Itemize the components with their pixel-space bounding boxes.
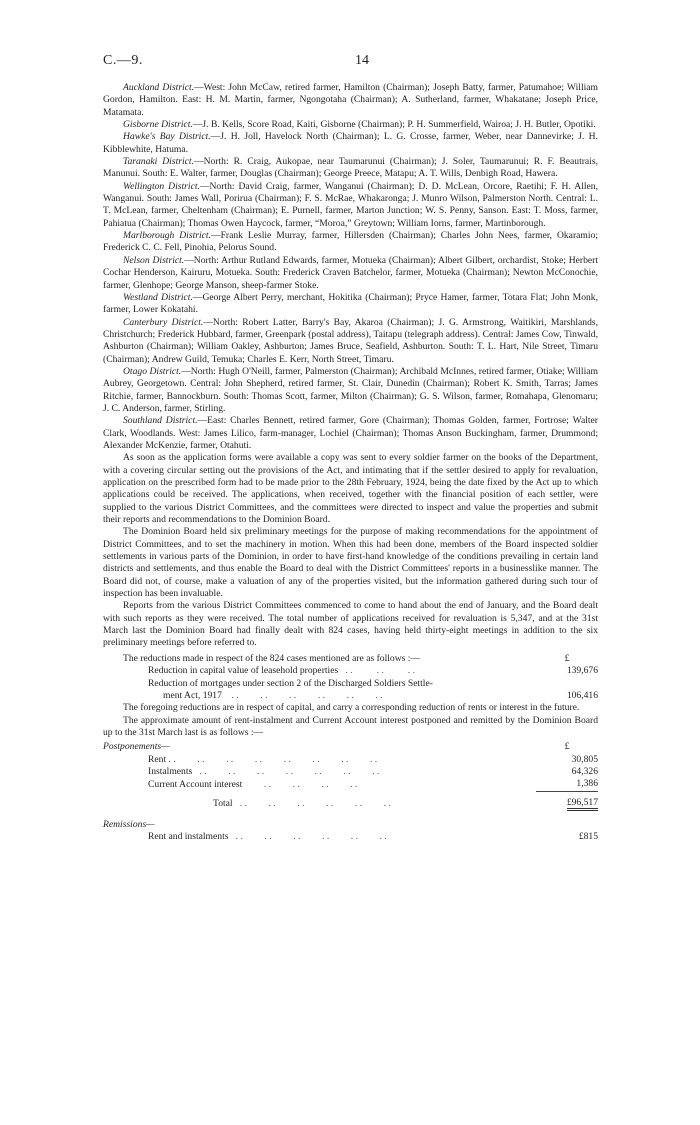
- leader-dots: . . . . . . . . . . . .: [221, 689, 383, 701]
- total-row: [103, 791, 598, 811]
- district-name: Marlborough District.: [123, 230, 211, 242]
- district-paragraph-westland: [103, 292, 598, 317]
- currency-symbol: £: [564, 741, 570, 753]
- district-paragraph-auckland: [103, 82, 598, 119]
- leader-dots: . . . . . .: [338, 665, 415, 677]
- district-name: Westland District.: [123, 291, 193, 303]
- document-body: [103, 82, 598, 843]
- leader-dots: . . . . . . . . . . . .: [232, 798, 391, 810]
- paragraph-foregoing-reductions: The foregoing reductions are in respect of capital, and carry a corresponding reduction of rents or interest in the future.: [123, 702, 580, 714]
- reduction-label: ment Act, 1917: [163, 689, 222, 701]
- district-members: —North: Robert Latter, Barry's Bay, Akaroa (Chairman); J. G. Armstrong, Waitikiri, Marshlands, Christchurch; Frederick Hubbard, farmer, Greenpark (postal address), Taitapu (telegraph address). Central: James Cow, Tinwald, Ashburton (Chairman); William Oakley, Ashburton; James Bruce, Seafield, Ashburton. South: T. L. Hart, Nile Street, Timaru (Chairman); Andrew Guild, Temuka; Charles E. Kerr, North Street, Timaru.: [103, 316, 598, 365]
- page-number: 14: [355, 53, 369, 68]
- remission-value: £815: [578, 830, 598, 842]
- district-name: Wellington District.: [123, 180, 200, 192]
- leader-dots: . . . . . . . . . . . . . .: [192, 765, 380, 777]
- district-members: —North: Hugh O'Neill, farmer, Palmerston (Chairman); Archibald McInnes, retired farmer, Otiake; William Aubrey, Georgetown. Central: John Shepherd, retired farmer, St. Clair, Dunedin (Chairman); Robert K. Smith, Tarras; James Ritchie, farmer, Bannockburn. South: Thomas Scott, farmer, Milton (Chairman); G. S. Wilson, farmer, Romahapa, Glenomaru; J. C. Anderson, farmer, Stirling.: [103, 365, 598, 414]
- district-name: Hawke's Bay District.: [123, 131, 211, 143]
- paragraph-application-forms: As soon as the application forms were available a copy was sent to every soldier farmer on the books of the Department, with a covering circular setting out the provisions of the Act, and intimating that if the settler desired to apply for revaluation, application on the prescribed form had to be made prior to the 28th February, 1924, being the date fixed by the Act up to which applications could be received. The applications, when received, together with the financial position of each settler, were supplied to the various District Committees, and the committees were directed to inspect and value the properties and submit their reports and recommendations to the Dominion Board.: [103, 452, 598, 526]
- paragraph-preliminary-meetings: The Dominion Board held six preliminary meetings for the purpose of making recommendations for the appointment of District Committees, and to set the machinery in motion. When this had been done, members of the Board inspected soldier settlements in various parts of the Dominion, in order to have first-hand knowledge of the conditions prevailing in certain land districts and settlements, and thus enable the Board to deal with the District Committees' reports in a businesslike manner. The Board did not, of course, make a valuation of any of the properties visited, but the information gathered during such tour of inspection has been invaluable.: [103, 526, 598, 600]
- page-header: [103, 53, 598, 73]
- table-row: [103, 665, 598, 677]
- district-paragraph-taranaki: [103, 156, 598, 181]
- district-name: Otago District.: [123, 365, 182, 377]
- district-paragraph-nelson: [103, 255, 598, 292]
- district-name: Auckland District.: [123, 82, 195, 93]
- district-members: —East: Charles Bennett, retired farmer, Gore (Chairman); Thomas Golden, farmer, Fortrose; Walter Clark, Woodlands. West: James Lilico, farm-manager, Lochiel (Chairman); Thomas Anson Buckingham, farmer, Drummond; Alexander McKenzie, farmer, Otahuti.: [103, 415, 598, 451]
- paragraph-postponed-remitted: The approximate amount of rent-instalment and Current Account interest postponed and remitted by the Dominion Board up to the 31st March last is as follows :—: [103, 714, 598, 738]
- postponements-heading: Postponements—: [103, 741, 170, 753]
- leader-dots: . . . . . . . .: [242, 778, 358, 790]
- district-paragraph-marlborough: [103, 230, 598, 255]
- district-members: —North: R. Craig, Aukopae, near Taumarunui (Chairman); J. Soler, Taumarunui; R. F. Beautrais, Manunui. South: E. Walter, farmer, Douglas (Chairman); George Preece, Matapu; A. T. Wills, Denbigh Road, Hawera.: [103, 156, 598, 180]
- leader-dots: . . . . . . . . . . . . . .: [175, 753, 378, 765]
- district-paragraph-wellington: [103, 181, 598, 230]
- reductions-table: [103, 653, 598, 702]
- postponements-table: [103, 741, 598, 843]
- reductions-intro: The reductions made in respect of the 824 cases mentioned are as follows :—: [123, 652, 421, 664]
- currency-symbol: £: [564, 652, 570, 664]
- district-paragraph-southland: [103, 415, 598, 452]
- district-name: Gisborne District.: [123, 119, 193, 131]
- district-paragraph-hawkes-bay: [103, 131, 598, 156]
- postponement-value: 64,326: [571, 765, 598, 777]
- district-name: Canterbury District.: [123, 316, 204, 328]
- remission-label: Rent and instalments: [148, 830, 229, 842]
- district-members: —Frank Leslie Murray, farmer, Hillersden (Chairman); Charles John Nees, farmer, Okaramio; Frederick C. C. Fell, Pinohia, Pelorus Sound.: [103, 230, 598, 254]
- postponement-value: 30,805: [571, 753, 598, 765]
- district-members: —North: David Craig, farmer, Wanganui (Chairman); D. D. McLean, Orcore, Raetihi; F. H. Allen, Wanganui. South: James Wall, Porirua (Chairman); F. S. McRae, Whakaronga; J. Munro Wilson, Palmerston North. Central: L. T. McLean, farmer, Cheltenham (Chairman); E. Purnell, farmer, Marton Junction; W. S. Penny, Sanson. East: T. Moss, farmer, Pahiatua (Chairman); Thomas Owen Haycock, farmer, “Moroa,” Greytown; William Iorns, farmer, Martinborough.: [103, 180, 598, 229]
- table-row: [103, 678, 598, 690]
- paragraph-committee-reports: Reports from the various District Committees commenced to come to hand about the end of January, and the Board dealt with such reports as they were received. The total number of applications received for revaluation is 5,347, and at the 31st March last the Dominion Board had finally dealt with 824 cases, having held thirty-eight meetings in addition to the six preliminary meetings before referred to.: [103, 600, 598, 649]
- reduction-value: 139,676: [566, 665, 598, 677]
- table-row: [103, 766, 598, 778]
- postponement-label: Instalments: [148, 765, 193, 777]
- leader-dots: . . . . . . . . . . . .: [228, 830, 387, 842]
- postponement-label: Current Account interest: [148, 778, 243, 790]
- total-value: £96,517: [567, 797, 598, 811]
- district-members: —North: Arthur Rutland Edwards, farmer, Motueka (Chairman); Albert Gilbert, orchardist, Stoke; Herbert Cochar Henderson, Kairuru, Motueka. South: Frederick Craven Batchelor, farmer, Motueka (Chairman); Newton McConochie, farmer, Glenhope; George Manson, sheep-farmer Stoke.: [103, 254, 598, 291]
- table-row: [103, 831, 598, 843]
- table-row: [103, 690, 598, 702]
- district-name: Taranaki District.: [123, 156, 194, 168]
- reduction-label: Reduction in capital value of leasehold properties: [148, 665, 339, 677]
- district-paragraph-canterbury: [103, 317, 598, 366]
- table-row: [103, 778, 598, 791]
- total-label: Total: [213, 798, 233, 810]
- document-reference: C.—9.: [103, 53, 143, 68]
- postponement-value: 1,386: [576, 778, 598, 790]
- district-members: —J. H. Joll, Havelock North (Chairman); L. G. Crosse, farmer, Weber, near Dannevirke; J. H. Kibblewhite, Hatuma.: [103, 131, 598, 155]
- district-paragraph-otago: [103, 366, 598, 415]
- remissions-heading: Remissions—: [103, 818, 155, 830]
- table-row: [103, 754, 598, 766]
- reduction-label: Reduction of mortgages under section 2 of the Discharged Soldiers Settle-: [148, 677, 433, 689]
- district-name: Southland District.: [123, 415, 198, 427]
- postponement-label: Rent . .: [148, 753, 176, 765]
- district-members: —George Albert Perry, merchant, Hokitika (Chairman); Pryce Hamer, farmer, Totara Flat; John Monk, farmer, Lower Kokatahi.: [103, 291, 598, 316]
- district-name: Nelson District.: [123, 254, 185, 266]
- district-paragraph-gisborne: [103, 119, 598, 131]
- district-members: —J. B. Kells, Score Road, Kaiti, Gisborne (Chairman); P. H. Summerfield, Wairoa; J. H. Butler, Opotiki.: [192, 119, 596, 131]
- district-members: —West: John McCaw, retired farmer, Hamilton (Chairman); Joseph Batty, farmer, Patumahoe; William Gordon, Hamilton. East: H. M. Martin, farmer, Ngongotaha (Chairman); A. Sutherland, farmer, Whakatane; Joseph Price, Matamata.: [103, 82, 598, 118]
- reduction-value: 106,416: [566, 689, 598, 701]
